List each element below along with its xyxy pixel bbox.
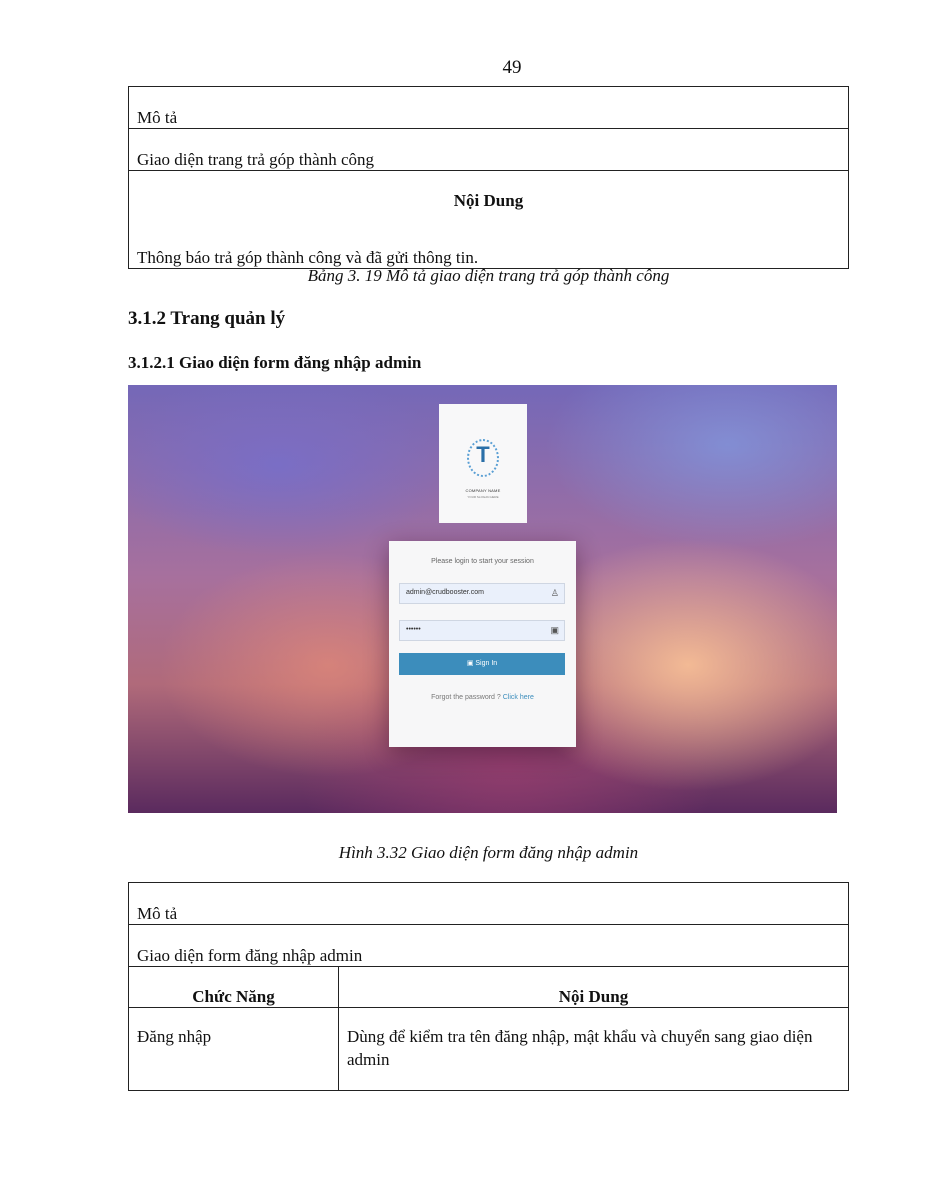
logo-company-name: COMPANY NAME [465, 488, 501, 493]
email-field[interactable] [399, 583, 565, 604]
lock-icon: ▣ [550, 625, 559, 635]
subsection-heading: 3.1.2.1 Giao diện form đăng nhập admin [128, 353, 422, 372]
table-row-title: Giao diện trang trả góp thành công [129, 129, 849, 171]
login-message: Please login to start your session [431, 558, 534, 565]
logo-tagline: YOUR SLOGAN HERE [467, 495, 499, 499]
table-row [129, 1008, 849, 1091]
sign-in-button[interactable] [399, 653, 565, 675]
figure-caption: Hình 3.32 Giao diện form đăng nhập admin [338, 843, 639, 862]
password-field[interactable] [399, 620, 565, 641]
table-row-label: Mô tả [129, 883, 849, 925]
content-cell: Dùng để kiểm tra tên đăng nhập, mật khẩu và chuyển sang giao diện admin [339, 1008, 849, 1091]
column-header-function: Chức Năng [129, 967, 339, 1008]
forgot-password-link[interactable]: Click here [502, 694, 534, 701]
table-content-text: Thông báo trả góp thành công và đã gửi thông tin. [137, 248, 479, 267]
page-number: 49 [502, 57, 522, 78]
sign-in-label: Sign In [475, 660, 498, 667]
password-value: •••••• [406, 626, 421, 633]
description-table-admin-login [128, 882, 849, 1091]
forgot-password [389, 694, 576, 701]
function-cell: Đăng nhập [129, 1008, 339, 1091]
table-row-title: Giao diện form đăng nhập admin [129, 925, 849, 967]
table-header-content: Nội Dung [453, 191, 524, 210]
table-caption: Bảng 3. 19 Mô tả giao diện trang trả góp thành công [307, 266, 670, 285]
table-row-label: Mô tả [129, 87, 849, 129]
description-table-installment [128, 86, 849, 269]
column-header-content: Nội Dung [339, 967, 849, 1008]
section-heading: 3.1.2 Trang quản lý [128, 308, 286, 329]
logo-letter: T [476, 442, 490, 467]
lock-icon: ▣ [466, 660, 474, 667]
email-value: admin@crudbooster.com [406, 589, 484, 596]
company-logo [439, 404, 527, 523]
table-content-cell [129, 171, 849, 269]
admin-login-screenshot [128, 385, 837, 813]
login-box [389, 541, 576, 747]
user-icon: ♙ [550, 588, 559, 598]
forgot-password-text: Forgot the password ? [431, 694, 501, 701]
